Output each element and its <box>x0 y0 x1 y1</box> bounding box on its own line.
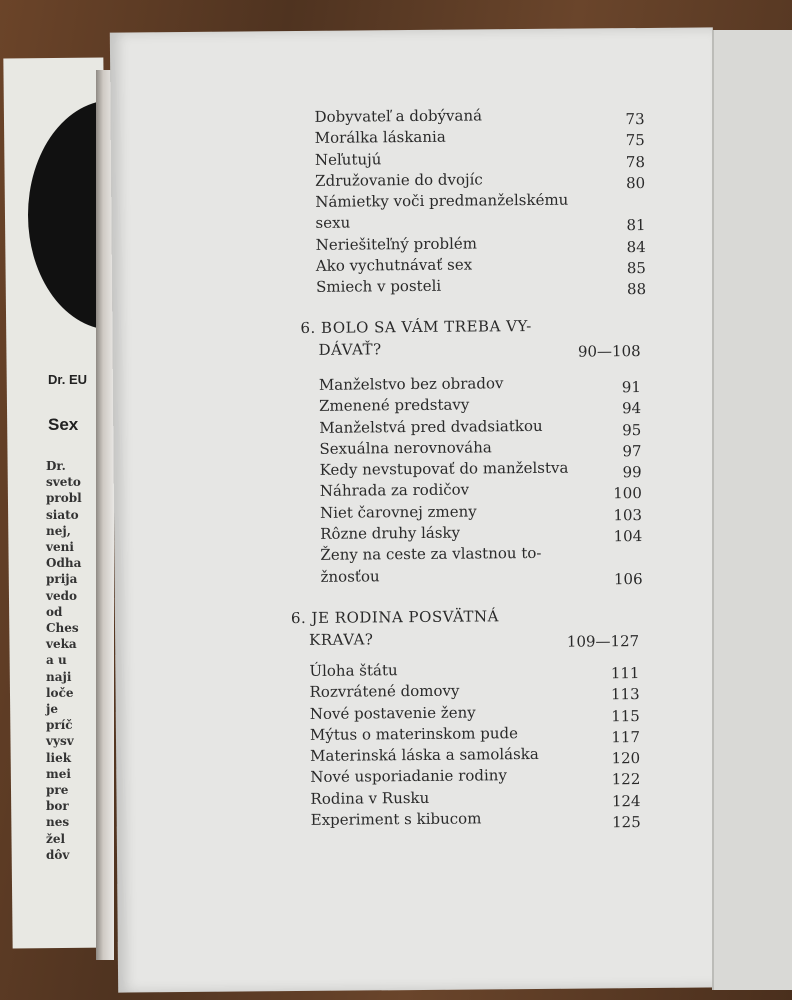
entry-title: Ženy na ceste za vlastnou to- <box>320 544 542 565</box>
entry-title: Dobyvateľ a dobývaná <box>314 106 483 126</box>
entry-title: Ako vychutnávať sex <box>315 255 473 275</box>
entry-title: Morálka láskania <box>314 128 446 148</box>
blurb-line: a u <box>46 653 67 668</box>
toc-entry <box>310 786 640 810</box>
blurb-line: sveto <box>46 475 81 490</box>
entry-page: 84 <box>626 237 646 256</box>
entry-title: Nové usporiadanie rodiny <box>310 766 507 787</box>
cover-title: Sex <box>48 415 79 434</box>
blurb-line: mei <box>46 766 71 781</box>
entry-title: Neriešiteľný problém <box>315 234 478 254</box>
toc-section-c <box>291 604 641 831</box>
entry-page: 106 <box>613 569 643 588</box>
page-range: 90—108 <box>577 342 641 361</box>
cover-author: Dr. EU <box>48 372 88 387</box>
toc-entry <box>310 743 640 767</box>
toc-entry <box>320 457 642 481</box>
toc-entry <box>311 807 641 831</box>
toc-entry <box>309 658 639 682</box>
toc-entry <box>315 125 645 149</box>
toc-section-b <box>300 314 642 588</box>
entry-title: Mýtus o materinskom pude <box>309 724 519 744</box>
entry-title: Zmenené predstavy <box>319 395 470 416</box>
entry-title: Manželstvo bez obradov <box>318 374 504 394</box>
blurb-line: príč <box>46 718 73 733</box>
entry-page: 97 <box>622 441 642 461</box>
entry-page: 88 <box>626 280 647 299</box>
section-heading <box>300 314 640 339</box>
entry-page: 104 <box>613 527 643 546</box>
entry-page: 80 <box>625 173 646 193</box>
blurb-line: nes <box>46 815 70 830</box>
entry-title: sexu <box>315 214 351 233</box>
entry-page: 122 <box>611 770 641 789</box>
toc-entry <box>320 564 642 588</box>
entry-page: 113 <box>610 685 640 704</box>
entry-title: Združovanie do dvojíc <box>315 170 483 190</box>
blurb-line: naji <box>46 669 72 684</box>
entry-title: Manželstvá pred dvadsiatkou <box>319 416 543 437</box>
toc-entry <box>310 701 640 725</box>
section-heading-line: 6. JE RODINA POSVÄTNÁ <box>290 607 500 628</box>
entry-page: 100 <box>613 484 642 503</box>
blurb-line: od <box>46 604 63 619</box>
section-heading-line: 6. BOLO SA VÁM TREBA VY- <box>300 316 532 337</box>
entry-page: 94 <box>621 399 642 418</box>
blurb-line: veni <box>46 540 74 555</box>
section-heading <box>291 626 639 651</box>
toc-entry <box>316 253 646 277</box>
toc-section-a <box>314 104 646 299</box>
toc-entry <box>320 500 642 524</box>
entry-title: Rôzne druhy lásky <box>320 523 461 543</box>
section-heading-line: KRAVA? <box>309 630 374 649</box>
toc-entry <box>315 147 645 171</box>
entry-title: Rodina v Rusku <box>310 788 430 808</box>
entry-title: Neľutujú <box>314 149 382 169</box>
blurb-line: pre <box>46 783 69 798</box>
entry-title: Kedy nevstupovať do manželstva <box>319 458 569 480</box>
page-range: 109—127 <box>566 632 640 651</box>
toc-entry <box>309 679 639 703</box>
entry-page: 115 <box>611 706 640 725</box>
blurb-line: vysv <box>46 734 74 749</box>
entry-page: 125 <box>612 813 641 832</box>
toc-entry <box>320 479 642 503</box>
section-heading <box>291 604 639 629</box>
book-page <box>110 27 721 992</box>
entry-page: 95 <box>622 420 642 439</box>
blurb-line: nej, <box>46 523 71 538</box>
entry-page: 99 <box>622 463 642 482</box>
entry-page: 81 <box>626 216 646 235</box>
toc-entry <box>314 104 644 128</box>
entry-page: 73 <box>625 109 645 129</box>
entry-page: 124 <box>611 791 641 811</box>
cover-blurb <box>46 458 82 863</box>
blurb-line: Dr. <box>46 459 66 473</box>
entry-page: 85 <box>626 259 646 278</box>
entry-title: Experiment s kibucom <box>310 809 482 830</box>
entry-page: 91 <box>621 378 642 397</box>
blurb-line: Odha <box>46 556 82 571</box>
entry-page: 75 <box>625 131 645 150</box>
section-heading-line: DÁVAŤ? <box>318 340 382 359</box>
entry-title: Úloha štátu <box>309 661 398 680</box>
toc-entry <box>315 189 645 213</box>
toc-entry <box>310 722 640 746</box>
toc-entry <box>320 542 642 566</box>
entry-page: 117 <box>611 727 641 747</box>
entry-page: 120 <box>611 749 641 768</box>
toc-entries <box>291 658 640 831</box>
entry-title: Rozvrátené domovy <box>309 681 460 702</box>
blurb-line: liek <box>46 750 72 765</box>
blurb-line: loče <box>46 685 74 700</box>
entry-title: Materinská láska a samoláska <box>310 745 539 766</box>
blurb-line: probl <box>46 491 82 506</box>
blurb-line: je <box>46 702 58 717</box>
entry-title: Náhrada za rodičov <box>319 481 470 501</box>
blurb-line: Ches <box>46 621 79 636</box>
blurb-line: siato <box>46 507 79 522</box>
blurb-line: prija <box>46 572 78 587</box>
entry-title: Smiech v posteli <box>315 277 442 297</box>
entry-title: Nové postavenie ženy <box>309 703 476 723</box>
toc-entry <box>316 232 646 256</box>
section-heading <box>301 336 641 361</box>
toc-entry <box>315 168 645 192</box>
entry-title: Sexuálna nerovnováha <box>319 438 492 458</box>
entry-page: 111 <box>610 664 640 683</box>
entry-title: Námietky voči predmanželskému <box>315 190 569 212</box>
facing-page <box>712 30 792 990</box>
toc-entry <box>319 415 641 439</box>
entry-title: Niet čarovnej zmeny <box>319 502 477 522</box>
toc-entry <box>310 765 640 789</box>
blurb-line: dôv <box>46 847 70 862</box>
entry-page: 103 <box>613 505 643 525</box>
toc-entry <box>319 372 641 396</box>
blurb-line: bor <box>46 799 69 814</box>
toc-entry <box>320 521 642 545</box>
toc-entry <box>319 393 641 417</box>
blurb-line: žel <box>46 831 66 846</box>
toc-entry <box>316 274 646 298</box>
blurb-line: vedo <box>46 588 78 603</box>
toc-entries <box>301 372 643 588</box>
entry-page: 78 <box>625 152 646 171</box>
blurb-line: veka <box>46 637 77 652</box>
toc-entry <box>319 436 641 460</box>
toc-entry <box>315 210 645 234</box>
entry-title: žnosťou <box>320 566 380 586</box>
